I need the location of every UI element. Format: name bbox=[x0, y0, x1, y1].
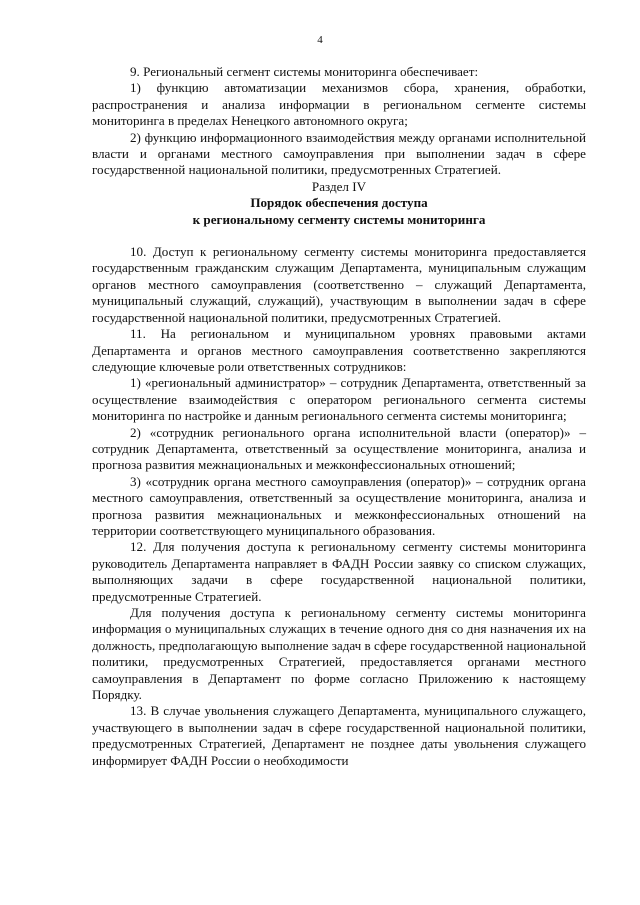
paragraph-11-item-3: 3) «сотрудник органа местного самоуправления (оператор)» – сотрудник органа местного самоуправления, ответственный за осуществление мониторинга, анализа и прогноза развития межнациональных и межконфессиональных отношений на территории соответствующего муниципального образования. bbox=[92, 473, 586, 538]
paragraph-9: 9. Региональный сегмент системы мониторинга обеспечивает: bbox=[130, 64, 479, 79]
section-label: Раздел IV bbox=[311, 178, 367, 194]
section-title-line-1: Порядок обеспечения доступа bbox=[250, 195, 428, 211]
paragraph-9-item-2: 2) функцию информационного взаимодействия между органами исполнительной власти и органами местного самоуправления при выполнении задач в сфере государственной национальной политики, предусмотренных Стратегией. bbox=[92, 129, 586, 178]
paragraph-12: 12. Для получения доступа к региональному сегменту системы мониторинга руководитель Департамента направляет в ФАДН России заявку со списком служащих, выполняющих задачи в сфере государственной национальной политики, предусмотренные Стратегией. bbox=[92, 539, 586, 604]
paragraph-11: 11. На региональном и муниципальном уровнях правовыми актами Департамента и органов местного самоуправления соответственно закрепляются следующие ключевые роли ответственных сотрудников: bbox=[92, 326, 586, 374]
paragraph-10: 10. Доступ к региональному сегменту системы мониторинга предоставляется государственным гражданским служащим Департамента, муниципальным служащим органов местного самоуправления (соответственно – служащий Департамента, муниципальный служащий, служащий), участвующим в выполнении задач в сфере государственной национальной политики, предусмотренных Стратегией. bbox=[92, 244, 586, 325]
page-number: 4 bbox=[317, 34, 323, 46]
paragraph-11-item-2: 2) «сотрудник регионального органа исполнительной власти (оператор)» – сотрудник Департамента, ответственный за осуществление мониторинга, анализа и прогноза развития межнациональных и межконфессиональных отношений; bbox=[92, 424, 586, 473]
paragraph-13: 13. В случае увольнения служащего Департамента, муниципального служащего, участвующего в выполнении задач в сфере государственной национальной политики, предусмотренных Стратегией, Департамент не позднее даты увольнения служащего информирует ФАДН России о необходимости bbox=[92, 703, 586, 768]
paragraph-9-item-1: 1) функцию автоматизации механизмов сбора, хранения, обработки, распространения и анализа информации в региональном сегменте системы мониторинга в пределах Ненецкого автономного округа; bbox=[92, 80, 586, 129]
paragraph-11-item-1: 1) «региональный администратор» – сотрудник Департамента, ответственный за осуществление взаимодействия с оператором регионального сегмента системы мониторинга по настройке и данным регионального сегмента системы мониторинга; bbox=[92, 375, 586, 424]
section-title-line-2: к региональному сегменту системы мониторинга bbox=[192, 211, 486, 227]
document-body bbox=[92, 64, 586, 769]
paragraph-12-continued: Для получения доступа к региональному сегменту системы мониторинга информация о муниципальных служащих в течение одного дня со дня назначения их на должность, предполагающую выполнение задач в сфере государственной национальной политики, предусмотренных Стратегией, предоставляется органами местного самоуправления в Департамент по форме согласно Приложению к настоящему Порядку. bbox=[92, 605, 586, 703]
